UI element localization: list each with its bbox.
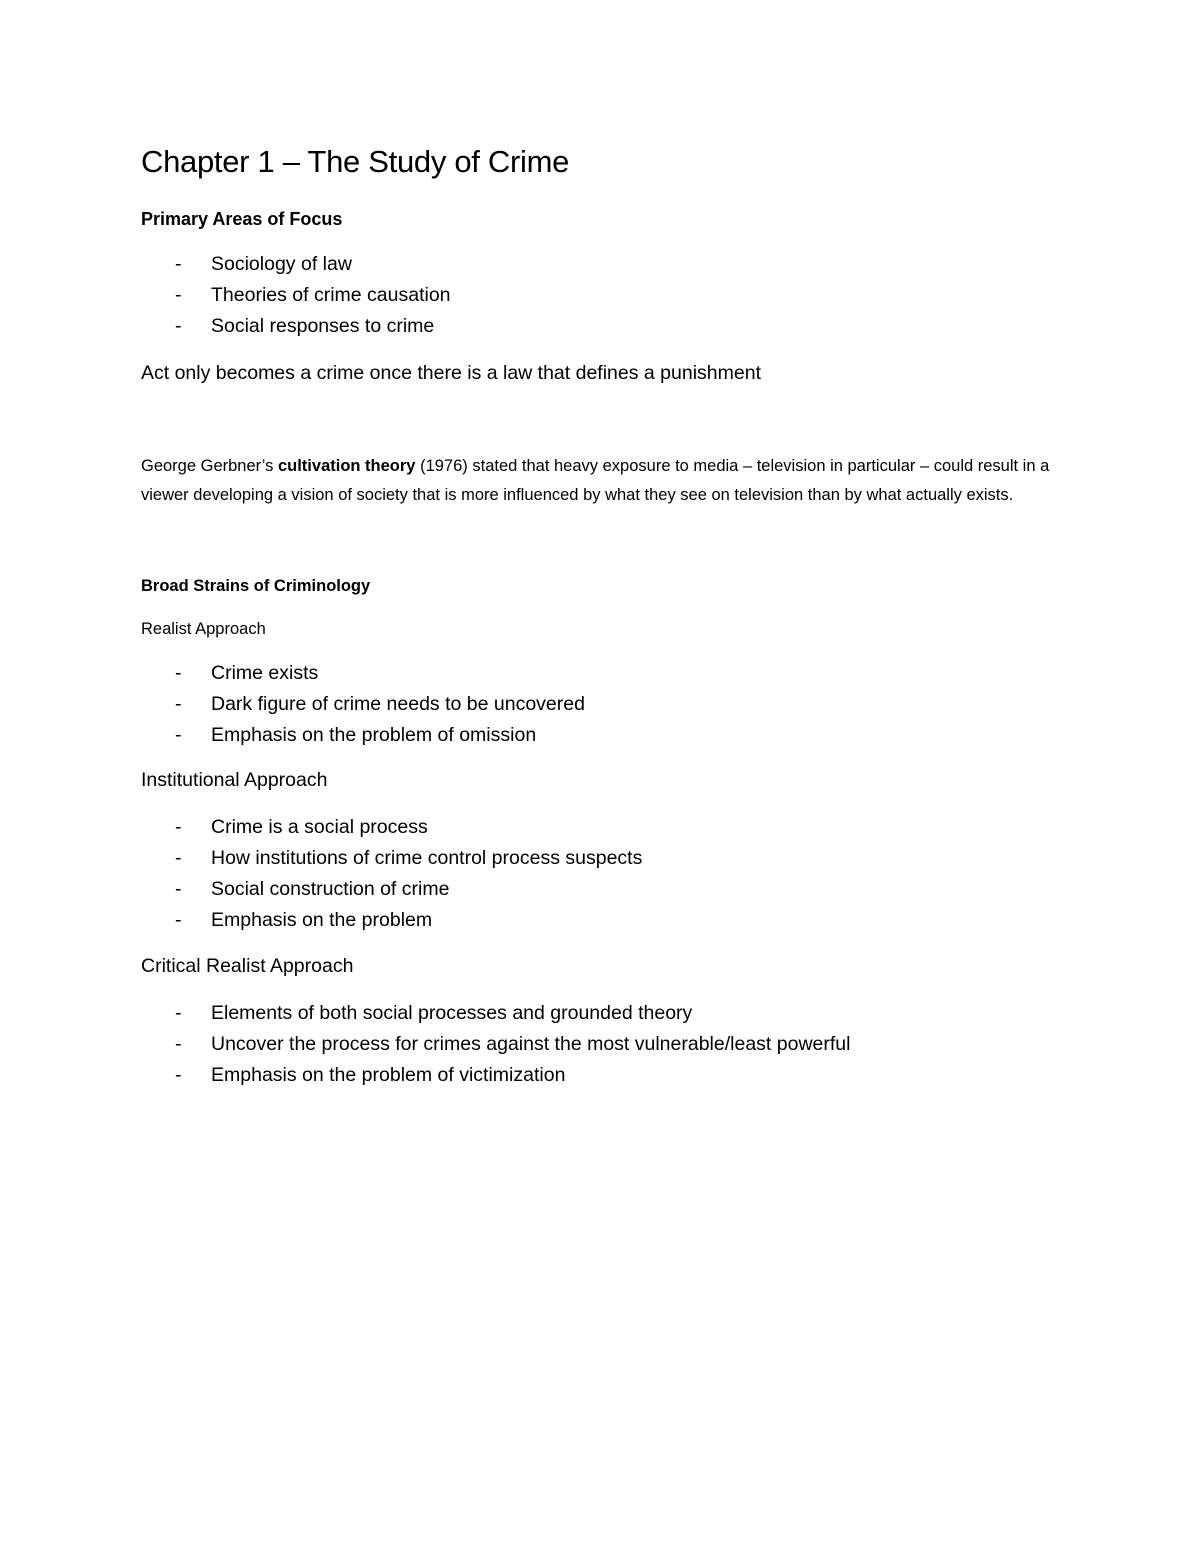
realist-approach-list [141,658,1061,751]
critical-realist-approach-heading: Critical Realist Approach [141,955,354,977]
list-item-text: Uncover the process for crimes against the most vulnerable/least powerful [211,1033,851,1055]
document-page [141,140,1061,1091]
cultivation-theory-paragraph [141,452,1061,510]
bullet-dash: - [175,847,182,869]
list-item-text: Emphasis on the problem of omission [211,724,537,746]
list-item [141,905,1061,936]
list-item [141,658,1061,689]
list-item-text: Dark figure of crime needs to be uncovered [211,693,585,715]
bullet-dash: - [175,1002,182,1024]
institutional-approach-heading: Institutional Approach [141,769,328,791]
bullet-dash: - [175,909,182,931]
list-item-text: Sociology of law [211,253,352,275]
list-item-text: Social construction of crime [211,878,450,900]
crime-definition-statement: Act only becomes a crime once there is a law that defines a punishment [141,362,761,384]
list-item [141,843,1061,874]
bullet-dash: - [175,1064,182,1086]
list-item [141,689,1061,720]
list-item [141,249,1061,280]
paragraph-text: George Gerbner’s [141,457,278,475]
critical-realist-approach-list [141,998,1061,1091]
list-item [141,311,1061,342]
primary-areas-heading: Primary Areas of Focus [141,209,343,229]
bullet-dash: - [175,253,182,275]
list-item [141,1029,1061,1060]
primary-areas-list [141,249,1061,342]
bullet-dash: - [175,878,182,900]
chapter-title: Chapter 1 – The Study of Crime [141,144,570,179]
bullet-dash: - [175,662,182,684]
bullet-dash: - [175,315,182,337]
broad-strains-heading: Broad Strains of Criminology [141,577,371,595]
bullet-dash: - [175,816,182,838]
list-item-text: Elements of both social processes and grounded theory [211,1002,693,1024]
realist-approach-heading: Realist Approach [141,620,266,638]
bullet-dash: - [175,724,182,746]
paragraph-text: (1976) stated that heavy exposure to media – television in particular – could result in a viewer developing a vision of society that is more influenced by what they see on television than by what actually exists. [141,457,1050,504]
list-item [141,720,1061,751]
list-item-text: Theories of crime causation [211,284,451,306]
list-item [141,1060,1061,1091]
paragraph-bold-term: cultivation theory [277,457,416,475]
list-item [141,812,1061,843]
list-item-text: Emphasis on the problem [211,909,433,931]
list-item [141,280,1061,311]
list-item-text: Crime is a social process [211,816,428,838]
list-item-text: Social responses to crime [211,315,435,337]
list-item-text: Crime exists [211,662,319,684]
institutional-approach-list [141,812,1061,936]
list-item [141,998,1061,1029]
list-item [141,874,1061,905]
bullet-dash: - [175,1033,182,1055]
list-item-text: How institutions of crime control process suspects [211,847,643,869]
bullet-dash: - [175,693,182,715]
list-item-text: Emphasis on the problem of victimization [211,1064,566,1086]
bullet-dash: - [175,284,182,306]
